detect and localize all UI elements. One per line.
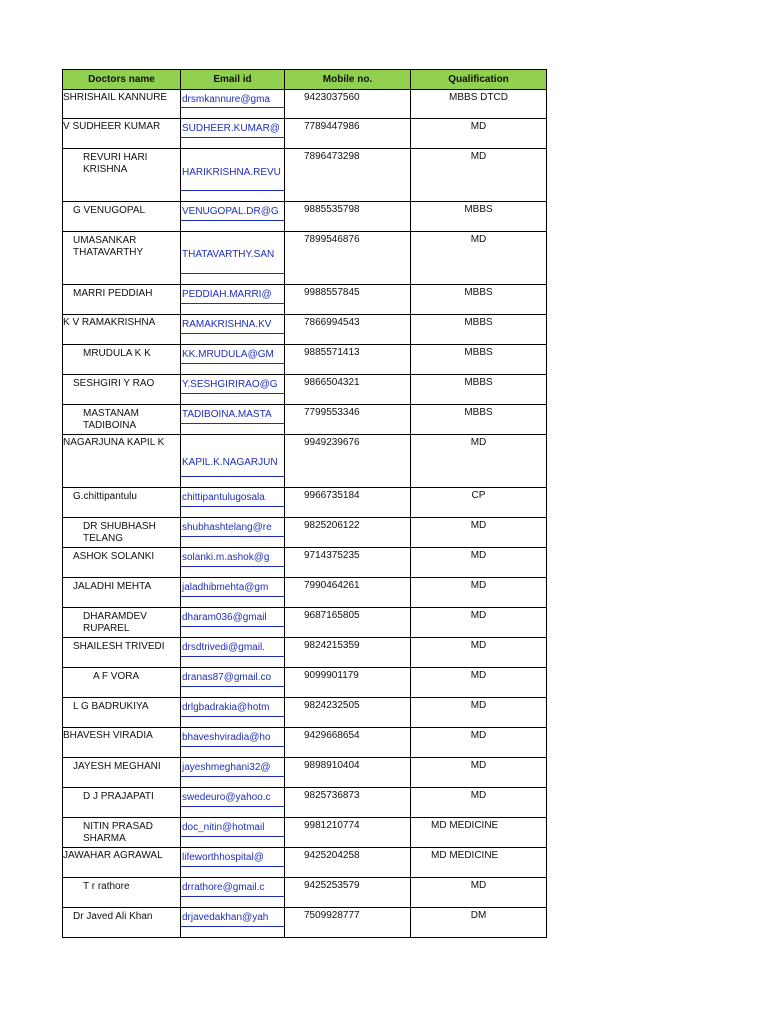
table-row (63, 518, 547, 548)
qualification-cell (411, 375, 547, 405)
qualification-cell (411, 878, 547, 908)
qualification-cell (411, 202, 547, 232)
doctor-name: MRUDULA K K (83, 348, 151, 359)
table-row (63, 758, 547, 788)
email-cell[interactable] (181, 578, 285, 608)
doctor-name-cell (63, 788, 181, 818)
mobile-number: 9824215359 (304, 640, 360, 651)
email-id[interactable]: drsdtrivedi@gmail. (182, 642, 265, 653)
email-underline (181, 716, 284, 717)
email-cell[interactable] (181, 758, 285, 788)
doctor-name: SHAILESH TRIVEDI (73, 641, 165, 652)
email-cell[interactable] (181, 119, 285, 149)
qualification: MD (470, 760, 487, 771)
email-underline (181, 476, 284, 477)
mobile-cell (285, 668, 411, 698)
doctor-name-cell (63, 668, 181, 698)
email-cell[interactable] (181, 375, 285, 405)
table-row (63, 698, 547, 728)
mobile-number: 9981210774 (304, 820, 360, 831)
email-cell[interactable] (181, 848, 285, 878)
mobile-number: 9425204258 (304, 850, 360, 861)
qualification: MBBS (464, 287, 493, 298)
doctor-name-cell (63, 345, 181, 375)
email-id[interactable]: RAMAKRISHNA.KV (182, 319, 272, 330)
mobile-cell (285, 315, 411, 345)
doctor-name-cell (63, 232, 181, 285)
doctor-name: L G BADRUKIYA (73, 701, 149, 712)
email-cell[interactable] (181, 345, 285, 375)
table-row (63, 728, 547, 758)
qualification-cell (411, 758, 547, 788)
mobile-cell (285, 488, 411, 518)
email-cell[interactable] (181, 435, 285, 488)
mobile-cell (285, 518, 411, 548)
email-id[interactable]: chittipantulugosala (182, 492, 265, 503)
doctor-name-cell (63, 848, 181, 878)
qualification-cell (411, 119, 547, 149)
qualification-cell (411, 728, 547, 758)
email-underline (181, 806, 284, 807)
email-cell[interactable] (181, 818, 285, 848)
qualification-cell (411, 908, 547, 938)
email-cell[interactable] (181, 232, 285, 285)
qualification: MD MEDICINE (431, 850, 499, 861)
doctor-name-cell (63, 149, 181, 202)
qualification-cell (411, 488, 547, 518)
qualification: MD (470, 580, 487, 591)
email-id[interactable]: drrathore@gmail.c (182, 882, 265, 893)
doctor-name-cell (63, 405, 181, 435)
email-underline (181, 423, 284, 424)
email-id[interactable]: jaladhibmehta@gm (182, 582, 269, 593)
email-underline (181, 333, 284, 334)
doctor-name: UMASANKAR THATAVARTHY (73, 235, 144, 258)
qualification-cell (411, 638, 547, 668)
mobile-number: 9966735184 (304, 490, 360, 501)
table-row (63, 848, 547, 878)
email-underline (181, 896, 284, 897)
doctor-name-cell (63, 578, 181, 608)
qualification: MD (470, 151, 487, 162)
email-cell[interactable] (181, 548, 285, 578)
doctor-name: D J PRAJAPATI (83, 791, 154, 802)
table-row (63, 488, 547, 518)
qualification-cell (411, 788, 547, 818)
qualification: MD (470, 121, 487, 132)
doctor-name-cell (63, 758, 181, 788)
doctor-name: K V RAMAKRISHNA (63, 317, 156, 328)
table-row (63, 548, 547, 578)
email-id[interactable]: HARIKRISHNA.REVU (182, 167, 281, 178)
email-id[interactable]: swedeuro@yahoo.c (182, 792, 271, 803)
qualification-cell (411, 518, 547, 548)
email-id[interactable]: Y.SESHGIRIRAO@G (182, 379, 278, 390)
qualification-cell (411, 90, 547, 119)
email-id[interactable]: dranas87@gmail.co (182, 672, 272, 683)
mobile-number: 7896473298 (304, 151, 360, 162)
email-id[interactable]: doc_nitin@hotmail (182, 822, 265, 833)
qualification-cell (411, 668, 547, 698)
mobile-cell (285, 638, 411, 668)
mobile-number: 7509928777 (304, 910, 360, 921)
table-row (63, 638, 547, 668)
qualification-cell (411, 818, 547, 848)
mobile-number: 9824232505 (304, 700, 360, 711)
email-id[interactable]: jayeshmeghani32@ (182, 762, 271, 773)
table-row (63, 878, 547, 908)
email-id[interactable]: solanki.m.ashok@g (182, 552, 270, 563)
doctor-name-cell (63, 698, 181, 728)
email-underline (181, 220, 284, 221)
mobile-cell (285, 548, 411, 578)
email-id[interactable]: TADIBOINA.MASTA (182, 409, 272, 420)
qualification-cell (411, 315, 547, 345)
qualification-cell (411, 698, 547, 728)
mobile-cell (285, 788, 411, 818)
qualification: MD (470, 234, 487, 245)
qualification-cell (411, 848, 547, 878)
email-underline (181, 137, 284, 138)
email-id[interactable]: THATAVARTHY.SAN (182, 249, 275, 260)
doctor-name: JALADHI MEHTA (73, 581, 152, 592)
qualification: MD (470, 550, 487, 561)
table-row (63, 668, 547, 698)
doctor-name: G.chittipantulu (73, 491, 137, 502)
mobile-number: 7799553346 (304, 407, 360, 418)
email-cell[interactable] (181, 285, 285, 315)
mobile-cell (285, 878, 411, 908)
qualification-cell (411, 578, 547, 608)
mobile-number: 7899546876 (304, 234, 360, 245)
mobile-cell (285, 345, 411, 375)
email-cell[interactable] (181, 908, 285, 938)
doctor-name-cell (63, 315, 181, 345)
email-cell[interactable] (181, 315, 285, 345)
mobile-cell (285, 435, 411, 488)
email-id[interactable]: drlgbadrakia@hotm (182, 702, 270, 713)
mobile-cell (285, 908, 411, 938)
doctor-name: DR SHUBHASH TELANG (83, 521, 156, 544)
email-underline (181, 746, 284, 747)
mobile-number: 9099901179 (304, 670, 359, 681)
email-underline (181, 776, 284, 777)
email-cell[interactable] (181, 405, 285, 435)
table-row (63, 90, 547, 119)
mobile-cell (285, 149, 411, 202)
qualification: MBBS (464, 317, 493, 328)
mobile-number: 7866994543 (304, 317, 360, 328)
mobile-cell (285, 285, 411, 315)
mobile-cell (285, 578, 411, 608)
mobile-cell (285, 90, 411, 119)
mobile-number: 9687165805 (304, 610, 360, 621)
email-cell[interactable] (181, 488, 285, 518)
table-row (63, 908, 547, 938)
doctor-name-cell (63, 878, 181, 908)
email-cell[interactable] (181, 638, 285, 668)
email-underline (181, 866, 284, 867)
email-underline (181, 656, 284, 657)
table-row (63, 285, 547, 315)
qualification: MD (470, 700, 487, 711)
doctor-name-cell (63, 518, 181, 548)
header-qualification: Qualification (411, 70, 547, 90)
doctor-name: NITIN PRASAD SHARMA (83, 821, 154, 844)
doctor-name: JAWAHAR AGRAWAL (63, 850, 163, 861)
qualification-cell (411, 548, 547, 578)
email-underline (181, 190, 284, 191)
doctor-name-cell (63, 435, 181, 488)
doctor-name-cell (63, 202, 181, 232)
mobile-cell (285, 608, 411, 638)
mobile-number: 9885571413 (304, 347, 360, 358)
table-row (63, 435, 547, 488)
doctor-name: A F VORA (93, 671, 140, 682)
email-underline (181, 393, 284, 394)
email-underline (181, 566, 284, 567)
email-underline (181, 303, 284, 304)
doctor-name: SHRISHAIL KANNURE (63, 92, 168, 103)
qualification-cell (411, 149, 547, 202)
qualification: MD (470, 640, 487, 651)
mobile-cell (285, 405, 411, 435)
qualification-cell (411, 345, 547, 375)
mobile-number: 7789447986 (304, 121, 360, 132)
email-underline (181, 506, 284, 507)
mobile-number: 9988557845 (304, 287, 360, 298)
email-id[interactable]: SUDHEER.KUMAR@ (182, 123, 280, 134)
doctor-name: MARRI PEDDIAH (73, 288, 153, 299)
email-underline (181, 686, 284, 687)
mobile-number: 9825206122 (304, 520, 360, 531)
email-id[interactable]: bhaveshviradia@ho (182, 732, 271, 743)
doctor-name: V SUDHEER KUMAR (63, 121, 161, 132)
qualification: MBBS (464, 204, 493, 215)
table-row (63, 818, 547, 848)
mobile-cell (285, 848, 411, 878)
email-id[interactable]: VENUGOPAL.DR@G (182, 206, 279, 217)
email-id[interactable]: KAPIL.K.NAGARJUN (182, 457, 278, 468)
qualification: MBBS (464, 377, 493, 388)
qualification: MBBS DTCD (449, 92, 508, 103)
table-row (63, 405, 547, 435)
email-id[interactable]: drjavedakhan@yah (182, 912, 269, 923)
email-cell[interactable] (181, 788, 285, 818)
qualification: DM (470, 910, 487, 921)
email-underline (181, 596, 284, 597)
mobile-number: 9866504321 (304, 377, 360, 388)
header-row (63, 70, 547, 90)
qualification-cell (411, 435, 547, 488)
qualification: MBBS (464, 347, 493, 358)
mobile-number: 9423037560 (304, 92, 360, 103)
qualification: MD (470, 520, 487, 531)
email-cell[interactable] (181, 90, 285, 119)
doctor-name: DHARAMDEV RUPAREL (83, 611, 147, 634)
doctor-name: G VENUGOPAL (73, 205, 146, 216)
table-row (63, 315, 547, 345)
email-underline (181, 836, 284, 837)
email-cell[interactable] (181, 149, 285, 202)
email-underline (181, 363, 284, 364)
doctor-name-cell (63, 488, 181, 518)
doctor-name-cell (63, 119, 181, 149)
mobile-number: 9825736873 (304, 790, 360, 801)
doctor-name-cell (63, 608, 181, 638)
email-cell[interactable] (181, 728, 285, 758)
qualification-cell (411, 232, 547, 285)
qualification-cell (411, 405, 547, 435)
email-id[interactable]: lifeworthhospital@ (182, 852, 264, 863)
mobile-cell (285, 119, 411, 149)
table-row (63, 149, 547, 202)
doctor-name: JAYESH MEGHANI (73, 761, 161, 772)
doctor-name: T r rathore (83, 881, 130, 892)
doctor-name: REVURI HARI KRISHNA (83, 152, 148, 175)
doctor-name-cell (63, 285, 181, 315)
mobile-number: 9949239676 (304, 437, 360, 448)
doctor-name-cell (63, 375, 181, 405)
mobile-number: 9425253579 (304, 880, 360, 891)
table-row (63, 232, 547, 285)
email-underline (181, 536, 284, 537)
table-row (63, 345, 547, 375)
qualification: MBBS (464, 407, 493, 418)
doctor-name-cell (63, 90, 181, 119)
email-id[interactable]: shubhashtelang@re (182, 522, 272, 533)
email-cell[interactable] (181, 202, 285, 232)
table-row (63, 375, 547, 405)
doctor-name: NAGARJUNA KAPIL K (63, 437, 165, 448)
email-cell[interactable] (181, 518, 285, 548)
qualification: MD (470, 880, 487, 891)
email-underline (181, 273, 284, 274)
qualification-cell (411, 608, 547, 638)
mobile-cell (285, 202, 411, 232)
doctor-name-cell (63, 818, 181, 848)
email-underline (181, 926, 284, 927)
email-id[interactable]: drsmkannure@gma (182, 94, 270, 105)
doctor-name: Dr Javed Ali Khan (73, 911, 153, 922)
qualification: MD (470, 610, 487, 621)
qualification: MD (470, 730, 487, 741)
doctor-name: SESHGIRI Y RAO (73, 378, 155, 389)
email-cell[interactable] (181, 668, 285, 698)
mobile-number: 7990464261 (304, 580, 360, 591)
email-id[interactable]: dharam036@gmail (182, 612, 267, 623)
mobile-cell (285, 758, 411, 788)
doctor-name-cell (63, 638, 181, 668)
mobile-number: 9429668654 (304, 730, 360, 741)
email-id[interactable]: KK.MRUDULA@GM (182, 349, 274, 360)
header-doctors-name: Doctors name (63, 70, 181, 90)
qualification: CP (471, 490, 486, 501)
mobile-cell (285, 232, 411, 285)
mobile-number: 9898910404 (304, 760, 360, 771)
qualification: MD (470, 790, 487, 801)
doctor-name: BHAVESH VIRADIA (63, 730, 153, 741)
mobile-cell (285, 375, 411, 405)
doctor-name: MASTANAM TADIBOINA (83, 408, 139, 431)
email-id[interactable]: PEDDIAH.MARRI@ (182, 289, 272, 300)
header-email-id: Email id (181, 70, 285, 90)
table-row (63, 608, 547, 638)
email-cell[interactable] (181, 698, 285, 728)
doctor-name-cell (63, 548, 181, 578)
mobile-cell (285, 818, 411, 848)
table-row (63, 788, 547, 818)
doctor-name-cell (63, 908, 181, 938)
email-underline (181, 107, 284, 108)
qualification: MD (470, 437, 487, 448)
mobile-cell (285, 728, 411, 758)
doctor-name-cell (63, 728, 181, 758)
mobile-number: 9714375235 (304, 550, 360, 561)
qualification: MD (470, 670, 487, 681)
doctors-table (62, 69, 547, 938)
mobile-number: 9885535798 (304, 204, 360, 215)
qualification: MD MEDICINE (431, 820, 499, 831)
email-cell[interactable] (181, 608, 285, 638)
table-row (63, 202, 547, 232)
doctor-name: ASHOK SOLANKI (73, 551, 155, 562)
header-mobile-no: Mobile no. (285, 70, 411, 90)
table-row (63, 578, 547, 608)
email-underline (181, 626, 284, 627)
table-row (63, 119, 547, 149)
qualification-cell (411, 285, 547, 315)
email-cell[interactable] (181, 878, 285, 908)
mobile-cell (285, 698, 411, 728)
